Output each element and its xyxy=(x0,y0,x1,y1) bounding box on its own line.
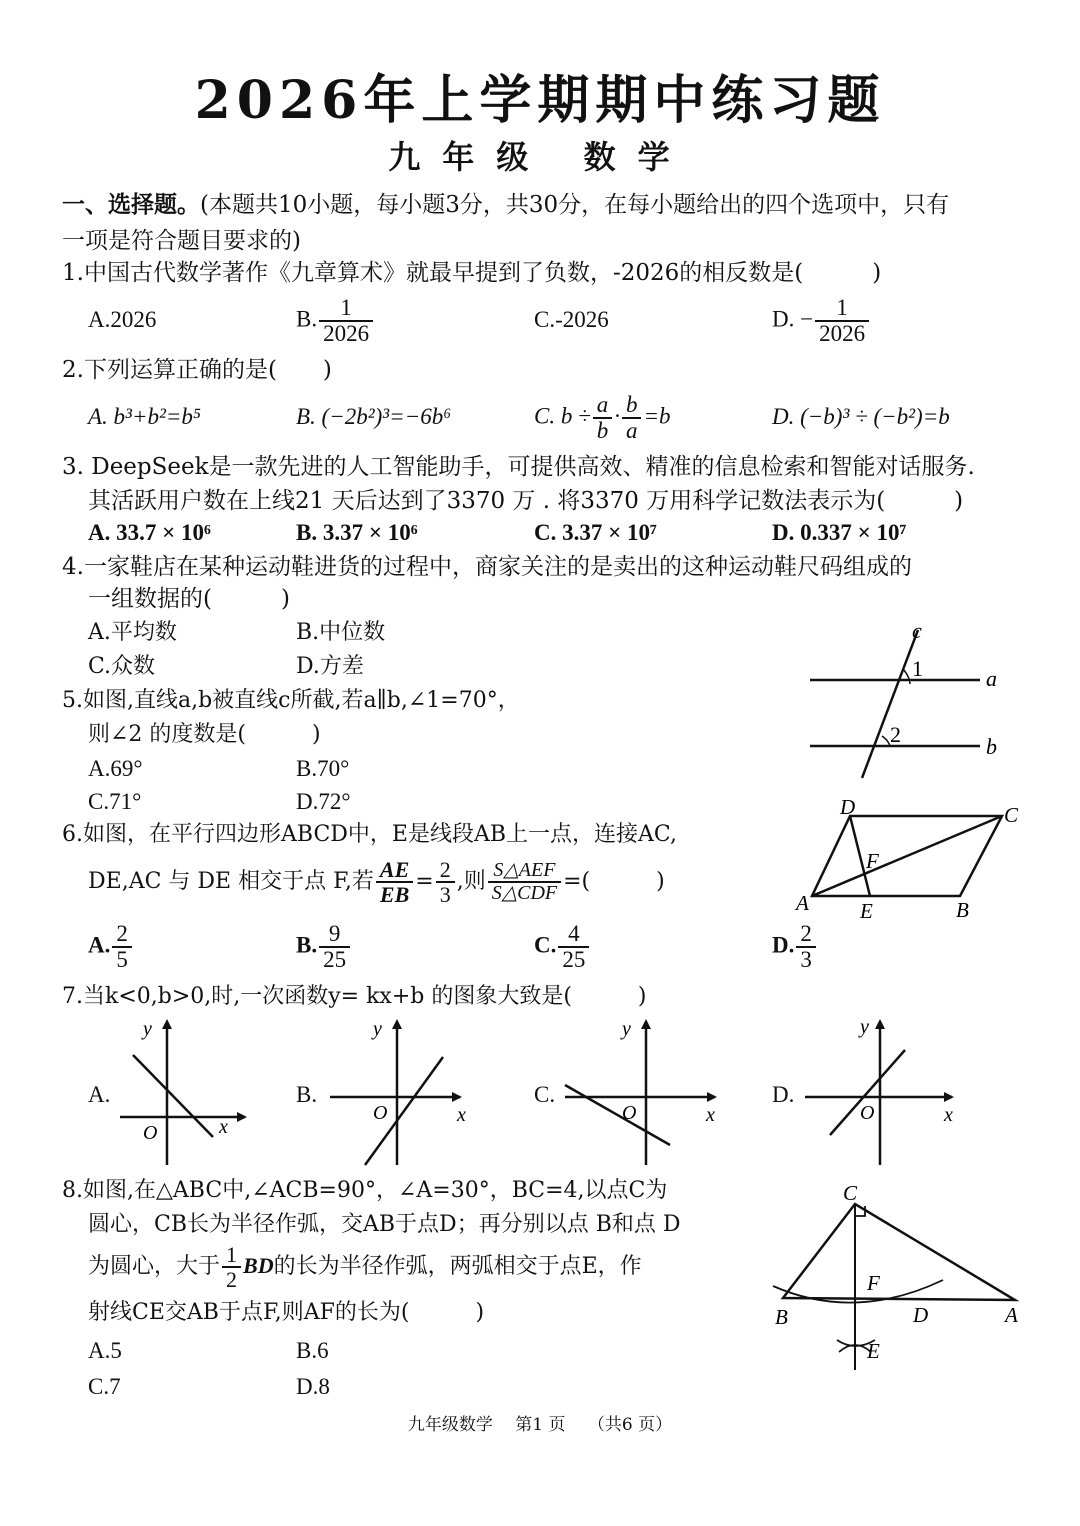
q6-eq: = xyxy=(415,869,434,894)
q7-d-x: x xyxy=(944,1104,953,1126)
q6-c-prefix: C. xyxy=(534,932,557,958)
q5-stem-1: 5.如图,直线a,b被直线c所截,若a∥b,∠1=70°， xyxy=(62,688,520,713)
q7-b-y: y xyxy=(373,1018,382,1040)
q8-stem-4: 射线CE交AB于点F,则AF的长为( ) xyxy=(88,1300,485,1325)
q6-stem-2 xyxy=(88,856,665,908)
q5-fig-label-c: c xyxy=(912,618,922,643)
q2-c-suffix: =b xyxy=(643,403,671,429)
q2-option-d: D. (−b)³ ÷ (−b²)=b xyxy=(772,404,950,429)
q2-option-c xyxy=(534,393,671,443)
q5-fig-label-2: 2 xyxy=(890,722,901,747)
q8-stem-3 xyxy=(88,1240,642,1293)
q3-stem-1: 3. DeepSeek是一款先进的人工智能助手，可提供高效、精准的信息检索和智能对话服务. xyxy=(62,454,975,480)
q1-b-den: 2026 xyxy=(319,320,373,346)
q7-label-a: A. xyxy=(88,1082,111,1107)
section-desc-2: 一项是符合题目要求的) xyxy=(62,228,301,254)
q7-a-x: x xyxy=(219,1116,228,1138)
q3-option-a: A. 33.7 × 10⁶ xyxy=(88,520,211,545)
q8-fig-label-f: F xyxy=(867,1271,880,1295)
q6-area-den: S△CDF xyxy=(488,881,561,904)
section-title: 一、选择题。 xyxy=(62,191,200,218)
q2-option-a: A. b³+b²=b⁵ xyxy=(88,404,201,429)
q6-fig-label-b: B xyxy=(956,898,969,922)
q4-option-b: B.中位数 xyxy=(296,620,386,645)
q6-figure xyxy=(790,796,1030,926)
q7-graph-b xyxy=(325,1015,475,1170)
q5-option-b: B.70° xyxy=(296,756,350,781)
section-heading xyxy=(62,190,949,220)
page-title: 2026年上学期期中练习题 xyxy=(194,70,886,131)
q1-d-den: 2026 xyxy=(815,320,869,346)
q4-option-d: D.方差 xyxy=(296,654,364,679)
q7-label-d: D. xyxy=(772,1082,795,1107)
section-desc-1: (本题共10小题，每小题3分，共30分，在每小题给出的四个选项中，只有 xyxy=(200,192,950,218)
q4-stem-2: 一组数据的( ) xyxy=(88,586,290,612)
q6-a-prefix: A. xyxy=(88,932,111,958)
q6-value-num: 2 xyxy=(439,856,451,882)
q8-fig-label-d: D xyxy=(913,1303,929,1327)
q6-b-num: 9 xyxy=(328,921,341,946)
q7-b-x: x xyxy=(457,1104,466,1126)
q8-figure xyxy=(765,1180,1035,1380)
q8-bd: BD xyxy=(243,1253,274,1278)
q6-area-num: S△AEF xyxy=(493,859,556,881)
q5-option-a: A.69° xyxy=(88,756,143,781)
q7-graph-a xyxy=(115,1015,255,1170)
q3-stem-2: 其活跃用户数在上线21 天后达到了3370 万 . 将3370 万用科学记数法表示为( ) xyxy=(88,488,964,514)
q2-c-dot: · xyxy=(614,403,620,429)
q7-d-o: O xyxy=(860,1102,875,1124)
q8-fig-label-c: C xyxy=(843,1181,858,1205)
q3-option-d: D. 0.337 × 10⁷ xyxy=(772,520,907,545)
q7-label-c: C. xyxy=(534,1082,556,1107)
q4-stem-1: 4.一家鞋店在某种运动鞋进货的过程中，商家关注的是卖出的这种运动鞋尺码组成的 xyxy=(62,554,912,580)
q2-stem: 2.下列运算正确的是( ) xyxy=(62,357,332,383)
q8-fig-label-a: A xyxy=(1005,1303,1018,1327)
q8-option-c: C.7 xyxy=(88,1374,121,1399)
q8-stem-3-prefix: 为圆心，大于 xyxy=(88,1254,221,1279)
q1-option-c: C.-2026 xyxy=(534,307,609,332)
q6-option-b xyxy=(296,922,352,972)
q6-fig-label-a: A xyxy=(796,891,809,915)
q5-stem-2: 则∠2 的度数是( ) xyxy=(88,722,321,747)
q2-c-den1: b xyxy=(593,417,613,443)
q6-option-a xyxy=(88,922,134,972)
q7-graph-d xyxy=(800,1015,965,1170)
q7-b-o: O xyxy=(373,1102,388,1124)
q6-d-num: 2 xyxy=(800,921,812,946)
q2-option-b: B. (−2b²)³=−6b⁶ xyxy=(296,404,452,429)
q2-c-num1: a xyxy=(596,392,609,417)
q2-c-prefix: C. b ÷ xyxy=(534,403,591,429)
q8-stem-2: 圆心，CB长为半径作弧，交AB于点D；再分别以点 B和点 D xyxy=(88,1212,681,1237)
q6-b-prefix: B. xyxy=(296,932,318,958)
q7-a-y: y xyxy=(143,1018,152,1040)
q7-graph-c xyxy=(560,1015,725,1170)
q7-c-y: y xyxy=(622,1018,631,1040)
q2-c-num2: b xyxy=(625,392,638,417)
q1-d-prefix: D. − xyxy=(772,306,814,332)
q6-fig-label-c: C xyxy=(1004,803,1019,827)
q6-fig-label-e: E xyxy=(860,899,873,923)
q5-option-c: C.71° xyxy=(88,789,142,814)
q5-fig-label-a: a xyxy=(986,666,997,691)
q6-fig-label-f: F xyxy=(866,849,879,873)
q8-stem-3-suffix: 的长为半径作弧，两弧相交于点E，作 xyxy=(273,1254,642,1279)
q6-ratio-num: AE xyxy=(379,856,410,882)
q1-b-num: 1 xyxy=(340,295,352,320)
q7-d-y: y xyxy=(860,1016,869,1038)
q6-d-den: 3 xyxy=(796,946,816,972)
q6-d-prefix: D. xyxy=(772,932,795,958)
q5-figure xyxy=(800,618,1020,788)
q1-option-d xyxy=(772,296,871,346)
q8-half-den: 2 xyxy=(222,1266,241,1291)
q2-c-den2: a xyxy=(622,417,642,443)
q1-option-a: A.2026 xyxy=(88,307,157,332)
q6-a-den: 5 xyxy=(112,946,132,972)
q8-fig-label-e: E xyxy=(867,1339,880,1363)
q6-ratio-den: EB xyxy=(376,881,413,906)
q6-stem-2-prefix: DE,AC 与 DE 相交于点 F,若 xyxy=(88,869,374,894)
q8-option-a: A.5 xyxy=(88,1338,122,1363)
q7-c-x: x xyxy=(706,1104,715,1126)
q6-option-c xyxy=(534,922,591,972)
q7-a-o: O xyxy=(143,1122,158,1144)
q4-option-a: A.平均数 xyxy=(88,620,177,645)
q1-d-num: 1 xyxy=(836,295,848,320)
q6-tail: =( ) xyxy=(563,869,665,894)
q5-fig-label-b: b xyxy=(986,734,997,759)
q4-option-c: C.众数 xyxy=(88,654,156,679)
page-footer: 九年级数学 第1 页 （共6 页） xyxy=(407,1415,673,1435)
q3-option-b: B. 3.37 × 10⁶ xyxy=(296,520,418,545)
q8-fig-label-b: B xyxy=(775,1305,788,1329)
q6-b-den: 25 xyxy=(319,946,350,972)
q6-c-num: 4 xyxy=(568,921,580,946)
q8-option-d: D.8 xyxy=(296,1374,330,1399)
q5-fig-label-1: 1 xyxy=(912,656,923,681)
q8-stem-1: 8.如图,在△ABC中,∠ACB=90°，∠A=30°，BC=4,以点C为 xyxy=(62,1178,668,1203)
q3-option-c: C. 3.37 × 10⁷ xyxy=(534,520,657,545)
q7-c-o: O xyxy=(622,1102,637,1124)
page-subtitle: 九年级 数学 xyxy=(388,138,692,176)
q8-option-b: B.6 xyxy=(296,1338,329,1363)
q5-option-d: D.72° xyxy=(296,789,351,814)
q1-stem: 1.中国古代数学著作《九章算术》就最早提到了负数，-2026的相反数是( ) xyxy=(62,260,882,286)
q6-a-num: 2 xyxy=(116,921,128,946)
q6-fig-label-d: D xyxy=(840,795,856,819)
q6-stem-1: 6.如图，在平行四边形ABCD中，E是线段AB上一点，连接AC, xyxy=(62,822,677,847)
q6-c-den: 25 xyxy=(558,946,589,972)
q6-option-d xyxy=(772,922,818,972)
q6-value-den: 3 xyxy=(436,881,455,906)
q8-half-num: 1 xyxy=(226,1241,238,1267)
q1-b-prefix: B. xyxy=(296,306,318,332)
q7-stem: 7.当k<0,b>0,时,一次函数y= kx+b 的图象大致是( ) xyxy=(62,984,647,1009)
q1-option-b xyxy=(296,296,375,346)
q6-then: ,则 xyxy=(456,869,486,894)
q7-label-b: B. xyxy=(296,1082,318,1107)
